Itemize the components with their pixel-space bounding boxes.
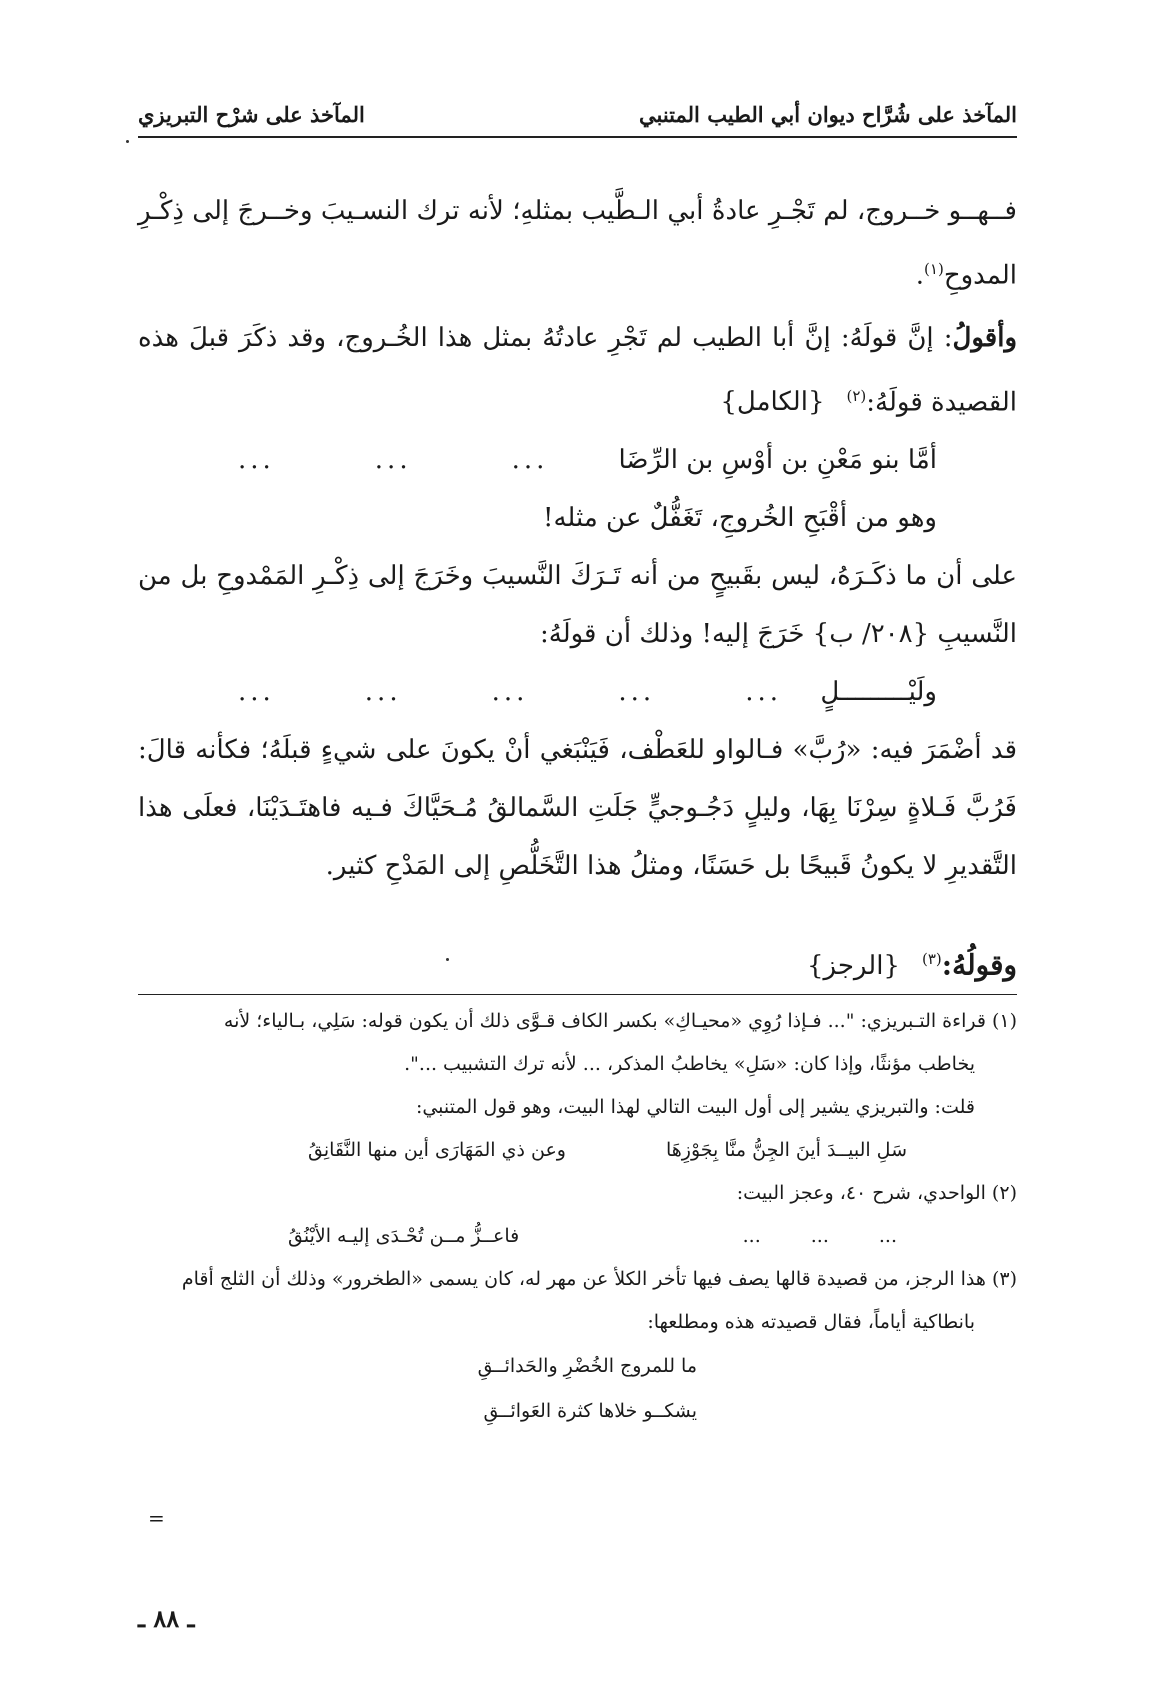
section-heading — [807, 937, 1017, 988]
verse-comment: وهو من أقْبَحِ الخُروجِ، تَغَفُّلٌ عن مثله! — [543, 503, 937, 534]
footnotes — [138, 1000, 1017, 1434]
ellipsis: ... — [364, 677, 402, 708]
ink-speck — [126, 140, 129, 143]
ellipsis: ... — [745, 677, 782, 708]
footnote-1-line-1: (١) قراءة التـبريزي: "... فـإذا رُوِي «محيـاكِ» بكسر الكاف قـوَّى ذلك أن يكون قوله: سَلِي، بـالياء؛ لأنه — [223, 1010, 1017, 1032]
footnote-1-verse — [138, 1129, 1017, 1172]
continuation-mark: = — [148, 1506, 165, 1530]
paragraph-1-end: . — [915, 260, 925, 291]
verse-line-1 — [138, 431, 1017, 489]
footnote-1-verse-second-half: وعن ذي المَهَارَى أين منها النَّقَانِقُ — [308, 1139, 566, 1161]
footnote-1-line-2: يخاطب مؤنثًا، وإذا كان: «سَلِ» يخاطبُ المذكر، ... لأنه ترك التشبيب ...". — [404, 1053, 975, 1075]
ink-speck — [446, 958, 449, 961]
paragraph-2-text: : إنَّ قولَهُ: إنَّ أبا الطيب لم تَجْرِ عادتُهُ بمثل هذا الخُـروج، وقد ذكَرَ قبلَ هذه القصيدة قولَهُ: — [138, 322, 1017, 418]
ellipsis: ... — [511, 445, 549, 476]
footnote-2-verse — [138, 1215, 1017, 1258]
footnote-3-verse-1: ما للمروج الخُضْرِ والحَدائــقِ — [477, 1355, 697, 1377]
footnote-3-line-1: (٣) هذا الرجز، من قصيدة قالها يصف فيها تأخر الكلأ عن مهر له، كان يسمى «الطخرور» وذلك أن الثلج أقام — [181, 1268, 1017, 1290]
verse-line-2 — [138, 663, 1017, 721]
footnote-ref-3: (٣) — [921, 950, 942, 968]
ellipsis: ... — [491, 677, 529, 708]
ellipsis: ... — [742, 1225, 761, 1247]
section-heading-text: وقولُهُ: — [941, 948, 1017, 982]
ellipsis: ... — [618, 677, 656, 708]
footnote-2-line-1: (٢) الواحدي، شرح ٤٠، وعجز البيت: — [736, 1182, 1017, 1204]
footnote-3-verse-2: يشكــو خلاها كثرة العَوائــقِ — [483, 1400, 697, 1422]
paragraph-4: قد أضْمَرَ فيه: «رُبَّ» فـالواو للعَطْف، فَيَنْبَغي أنْ يكونَ على شيءٍ قبلَهُ؛ فكأنه قالَ: فَرُبَّ فَـلاةٍ سِرْنَا بِهَا، وليلٍ دَجُـوجيٍّ جَلَتِ السَّمالقُ مُـحَيَّاكَ فـيه فاهتَـدَيْنَا، فعلَى هذا التَّقديرِ لا يكونُ قَبيحًا بل حَسَنًا، ومثلُ هذا التَّخَلُّصِ إلى المَدْحِ كثير. — [138, 735, 1017, 882]
paragraph-1 — [138, 182, 1017, 305]
header-book-title: المآخذ على شُرَّاح ديوان أبي الطيب المتنبي — [639, 101, 1017, 127]
footnote-1-verse-first-half: سَلِ البيــدَ أينَ الجِنُّ منَّا بِجَوْزِهَا — [665, 1139, 907, 1161]
page-number: ـ ٨٨ ـ — [138, 1604, 195, 1633]
paragraph-1-text: فــهــو خــروج، لم تَجْـرِ عادةُ أبي الـطَّيب بمثلهِ؛ لأنه ترك النسـيبَ وخــرجَ إلى ذِكْـرِ المدوحِ — [138, 196, 1017, 291]
header-section-title: المآخذ على شرْح التبريزي — [138, 101, 365, 127]
footnote-ref-2: (٢) — [846, 386, 867, 405]
paragraph-3: على أن ما ذكَـرَهُ، ليس بقَبيحٍ من أنه تَـرَكَ النَّسيبَ وخَرَجَ إلى ذِكْـرِ المَمْدوحِ بل من النَّسيبِ {٢٠٨/ ب} خَرَجَ إليه! وذلك أن قولَهُ: — [138, 561, 1017, 650]
ellipsis: ... — [238, 677, 275, 708]
footnote-2-dots — [743, 1215, 897, 1258]
verse-1-text: أمَّا بنو مَعْنِ بن أوْسِ بن الرِّضَا — [618, 445, 937, 476]
meter-label-rajaz: {الرجز} — [806, 951, 900, 982]
ellipsis: ... — [374, 445, 412, 476]
paragraph-2-lead: وأقولُ — [952, 322, 1017, 353]
footnote-divider — [138, 994, 1017, 995]
verse-2-dots — [238, 663, 782, 721]
verse-1-dots — [238, 431, 548, 489]
paragraph-2 — [138, 309, 1017, 432]
footnote-1-line-3: قلت: والتبريزي يشير إلى أول البيت التالي لهذا البيت، وهو قول المتنبي: — [415, 1096, 975, 1118]
header-divider — [138, 136, 1017, 138]
ellipsis: ... — [238, 445, 275, 476]
verse-2-word: ولَيْـــــــــلٍ — [820, 677, 937, 708]
footnote-ref-1: (١) — [924, 260, 944, 278]
meter-label-kamil: {الكامل} — [720, 387, 825, 418]
ellipsis: ... — [810, 1225, 829, 1247]
ellipsis: ... — [878, 1225, 897, 1247]
main-text — [138, 182, 1017, 895]
running-header — [138, 92, 1017, 136]
footnote-2-verse-second-half: فاعــزُّ مــن تُحْـدَى إليـه الأيْنُقُ — [288, 1225, 520, 1247]
footnote-3-line-2: بانطاكية أياماً، فقال قصيدته هذه ومطلعها: — [647, 1311, 975, 1333]
